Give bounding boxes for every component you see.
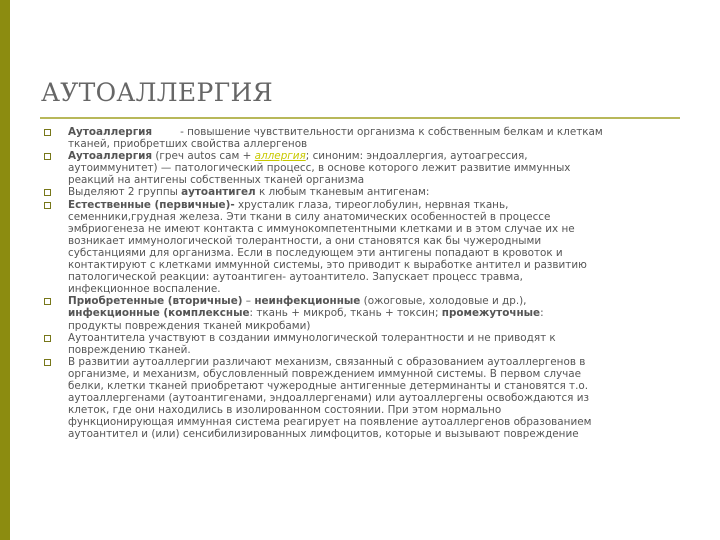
text-line: аутоиммунитет) — патологический процесс, в основе которого лежит развитие иммунных xyxy=(68,162,571,175)
slide-content xyxy=(44,126,689,440)
term-bold: неинфекционные xyxy=(254,295,361,308)
bullet-paragraph xyxy=(44,332,689,356)
text-line xyxy=(68,126,689,138)
term-bold: Аутоаллергия xyxy=(68,150,153,163)
text-fragment: : ткань + микроб, ткань + токсин; xyxy=(249,307,442,320)
bullet-paragraph xyxy=(44,186,689,198)
text-fragment: (ожоговые, холодовые и др.), xyxy=(360,295,527,308)
square-bullet-icon xyxy=(44,298,51,305)
text-fragment: Выделяют 2 группы xyxy=(68,186,182,199)
text-line xyxy=(68,186,689,198)
square-bullet-icon xyxy=(44,189,51,196)
title-divider xyxy=(40,117,680,119)
text-fragment: – xyxy=(242,295,255,308)
text-line: клеток, где они находились в изолированном состоянии. При этом нормально xyxy=(68,404,502,417)
text-fragment: хрусталик глаза, тиреоглобулин, нервная ткань, xyxy=(234,198,509,211)
text-line xyxy=(68,295,689,307)
text-line xyxy=(68,199,689,211)
text-line: повреждению тканей. xyxy=(68,343,191,356)
text-line: белки, клетки тканей приобретают чужеродные антигенные детерминанты и становятся т.о. xyxy=(68,379,589,392)
square-bullet-icon xyxy=(44,153,51,160)
text-line: тканей, приобретших свойства аллергенов xyxy=(68,138,308,151)
square-bullet-icon xyxy=(44,359,51,366)
allergy-link[interactable]: аллергия xyxy=(254,150,306,163)
term-bold: инфекционные (комплексные xyxy=(68,307,250,320)
term-bold: Естественные (первичные)- xyxy=(68,198,235,211)
text-line: аутоантител и (или) сенсибилизированных лимфоцитов, которые и вызывают повреждение xyxy=(68,428,579,441)
text-line xyxy=(68,150,689,162)
accent-band xyxy=(0,0,10,540)
text-line: семенники,грудная железа. Эти ткани в силу анатомических особенностей в процессе xyxy=(68,210,551,223)
text-line: возникает иммунологической толерантности, а они становятся как бы чужеродными xyxy=(68,234,542,247)
text-line: функционирующая иммунная система реагирует на появление аутоаллергенов образованием xyxy=(68,416,592,429)
text-fragment: (греч autos сам + xyxy=(152,150,255,163)
bullet-paragraph xyxy=(44,126,689,150)
term-bold: промежуточные xyxy=(441,307,541,320)
text-fragment: : xyxy=(540,307,544,320)
bullet-paragraph xyxy=(44,150,689,186)
bullet-paragraph xyxy=(44,199,689,296)
text-fragment: ; синоним: эндоаллергия, аутоагрессия, xyxy=(305,150,528,163)
square-bullet-icon xyxy=(44,129,51,136)
term-bold: Аутоаллергия xyxy=(68,126,153,138)
square-bullet-icon xyxy=(44,335,51,342)
slide-title: АУТОАЛЛЕРГИЯ xyxy=(41,78,274,107)
text-line: Аутоантитела участвуют в создании иммунологической толерантности и не приводят к xyxy=(68,331,556,344)
definition-text: - повышение чувствительности организма к собственным белкам и клеткам xyxy=(180,126,603,138)
text-line: патологической реакции: аутоантиген- аутоантитело. Запускает процесс травма, xyxy=(68,271,523,284)
text-line: организме, и механизм, обусловленный повреждением иммунной системы. В первом случае xyxy=(68,367,582,380)
text-line: реакций на антигены собственных тканей организма xyxy=(68,174,365,187)
text-line: В развитии аутоаллергии различают механизм, связанный с образованием аутоаллергенов в xyxy=(68,355,586,368)
text-fragment: к любым тканевым антигенам: xyxy=(255,186,430,199)
bullet-paragraph xyxy=(44,295,689,331)
bullet-paragraph xyxy=(44,356,689,441)
text-line: продукты повреждения тканей микробами) xyxy=(68,319,311,332)
text-line: аутоаллергенами (аутоантигенами, эндоаллергенами) или аутоаллергены освобождаются из xyxy=(68,392,590,405)
text-line: инфекционное воспаление. xyxy=(68,283,221,296)
text-line xyxy=(68,307,689,319)
square-bullet-icon xyxy=(44,202,51,209)
text-line: субстанциями для организма. Если в последующем эти антигены попадают в кровоток и xyxy=(68,246,563,259)
text-line: эмбриогенеза не имеют контакта с иммунокомпетентными клетками и в этом случае их не xyxy=(68,222,575,235)
text-line: контактируют с клетками иммунной системы, это приводит к выработке антител и развитию xyxy=(68,259,587,272)
term-bold: аутоантигел xyxy=(181,186,256,199)
term-bold: Приобретенные (вторичные) xyxy=(68,295,243,308)
